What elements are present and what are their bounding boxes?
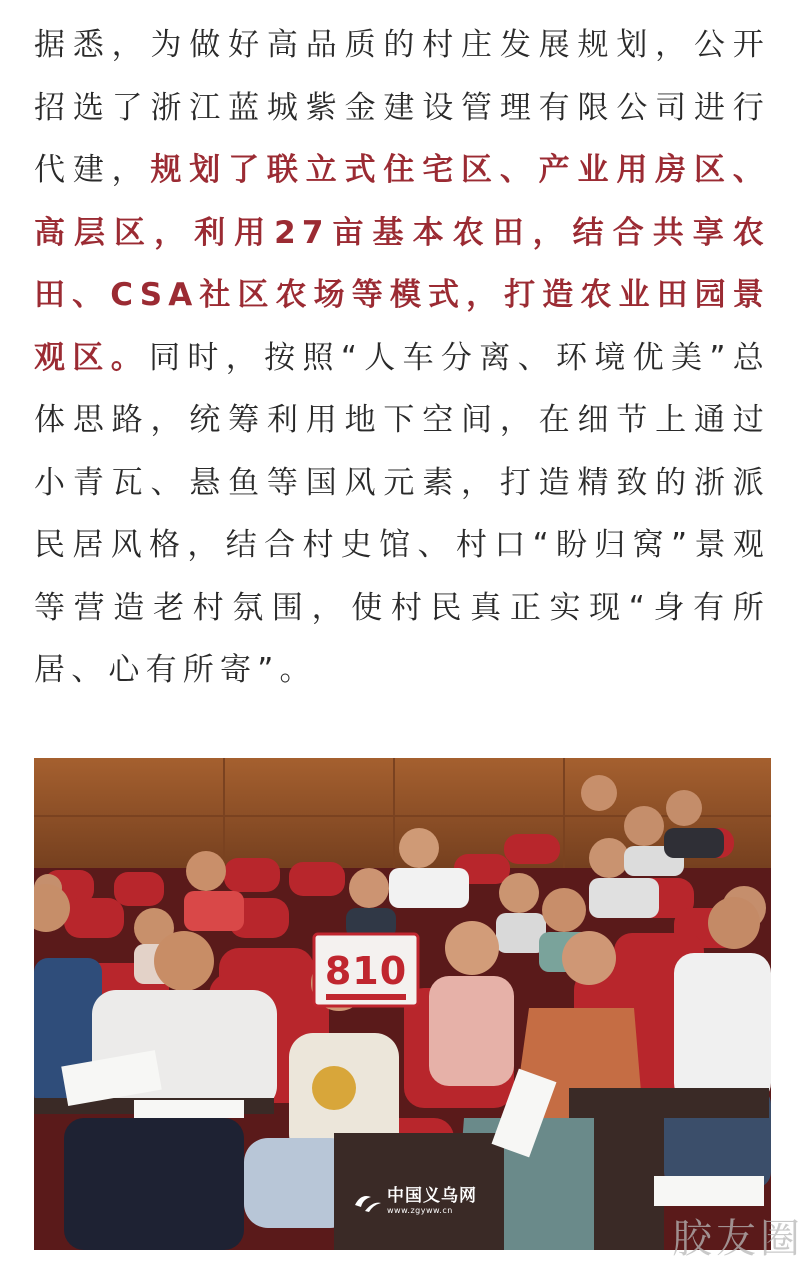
watermark-url: www.zgyww.cn <box>387 1206 453 1215</box>
bid-paddle-number: 810 <box>324 949 408 993</box>
watermark-name: 中国义乌网 <box>387 1186 477 1206</box>
article-paragraph <box>34 14 770 702</box>
auction-photo <box>34 758 771 1250</box>
article-text-before: 据悉，为做好高品质的村庄发展规划，公开招选了浙江蓝城紫金建设管理有限公司进行代建， <box>34 27 770 188</box>
auction-photo-illustration <box>34 758 771 1250</box>
photo-watermark <box>353 1188 477 1215</box>
article-text-after: 同时，按照“人车分离、环境优美”总体思路，统筹利用地下空间，在细节上通过小青瓦、悬鱼等国风元素，打造精致的浙派民居风格，结合村史馆、村口“盼归窝”景观等营造老村氛围，使村民真正实现“身有所居、心有所寄”。 <box>34 339 770 688</box>
corner-watermark: 胶友圈 <box>672 1216 804 1262</box>
watermark-logo-icon <box>353 1191 383 1213</box>
article-highlight: 规划了联立式住宅区、产业用房区、高层区，利用27亩基本农田，结合共享农田、CSA社区农场等模式，打造农业田园景观区。 <box>34 152 770 376</box>
